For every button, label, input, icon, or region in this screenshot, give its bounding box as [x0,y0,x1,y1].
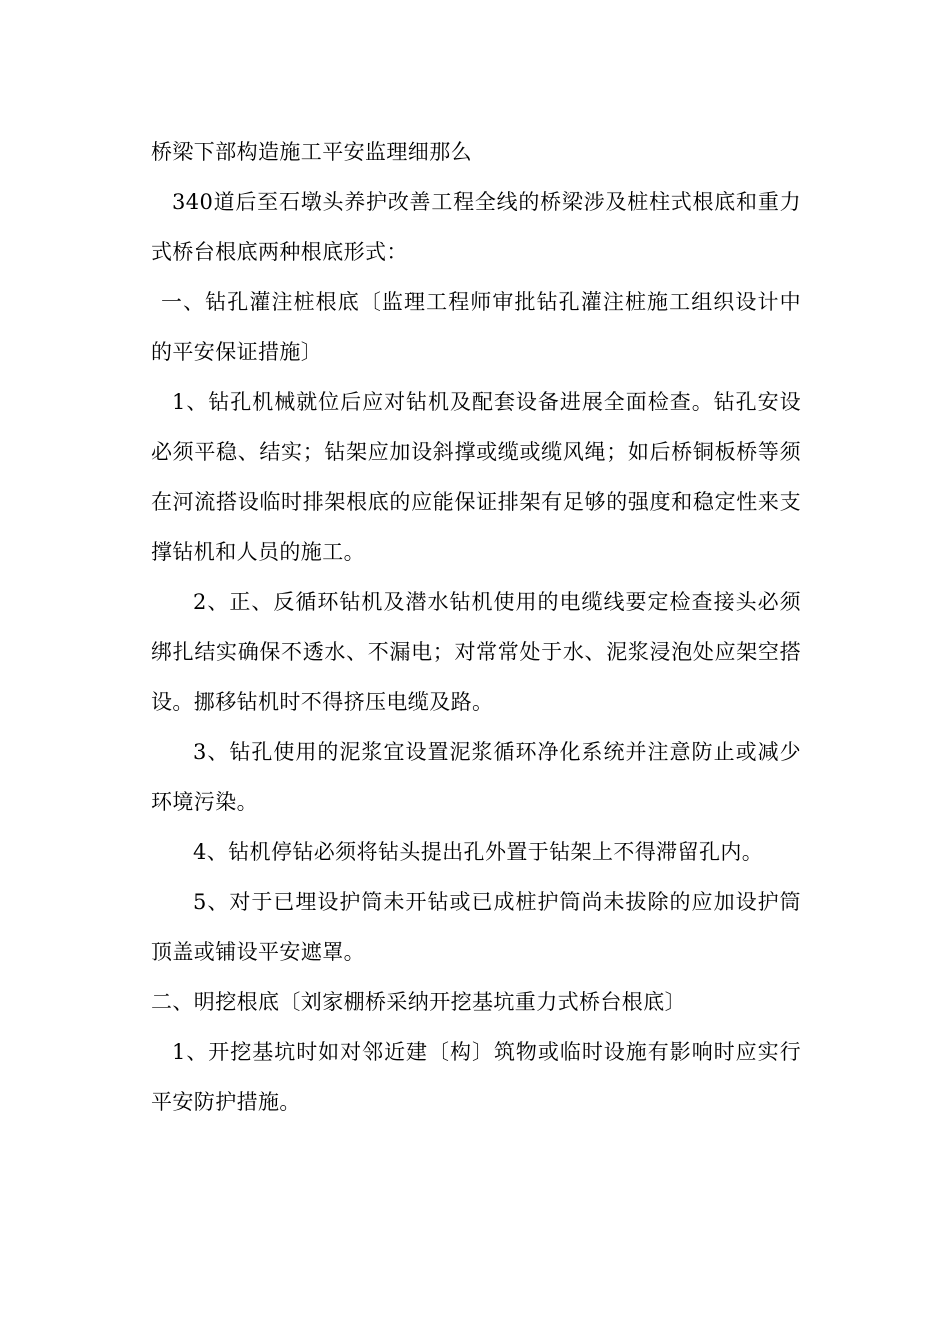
paragraph-item-3: 3、钻孔使用的泥浆宜设置泥浆循环净化系统并注意防止或减少环境污染。 [151,740,801,814]
paragraph-item-5: 5、对于已埋设护筒未开钻或已成桩护筒尚未拔除的应加设护筒顶盖或铺设平安遮罩。 [151,890,801,964]
section-heading-bored-pile: 一、钻孔灌注桩根底〔监理工程师审批钻孔灌注桩施工组织设计中的平安保证措施〕 [151,290,801,364]
paragraph-item-1: 1、钻孔机械就位后应对钻机及配套设备进展全面检查。钻孔安设必须平稳、结实；钻架应加设斜撑或缆或缆风绳；如后桥铜板桥等须在河流搭设临时排架根底的应能保证排架有足够的强度和稳定性来支撑钻机和人员的施工。 [151,390,801,564]
paragraph-intro: 340道后至石墩头养护改善工程全线的桥梁涉及桩柱式根底和重力式桥台根底两种根底形式： [151,190,801,264]
paragraph-item-4: 4、钻机停钻必须将钻头提出孔外置于钻架上不得滞留孔内。 [193,840,764,864]
paragraph-excavation-item-1: 1、开挖基坑时如对邻近建〔构〕筑物或临时设施有影响时应实行平安防护措施。 [151,1040,801,1114]
document-title: 桥梁下部构造施工平安监理细那么 [151,140,472,164]
paragraph-item-2: 2、正、反循环钻机及潜水钻机使用的电缆线要定检查接头必须绑扎结实确保不透水、不漏电；对常常处于水、泥浆浸泡处应架空搭设。挪移钻机时不得挤压电缆及路。 [151,590,801,714]
section-heading-open-excavation: 二、明挖根底〔刘家棚桥采纳开挖基坑重力式桥台根底〕 [151,990,686,1014]
document-body [151,127,801,1127]
